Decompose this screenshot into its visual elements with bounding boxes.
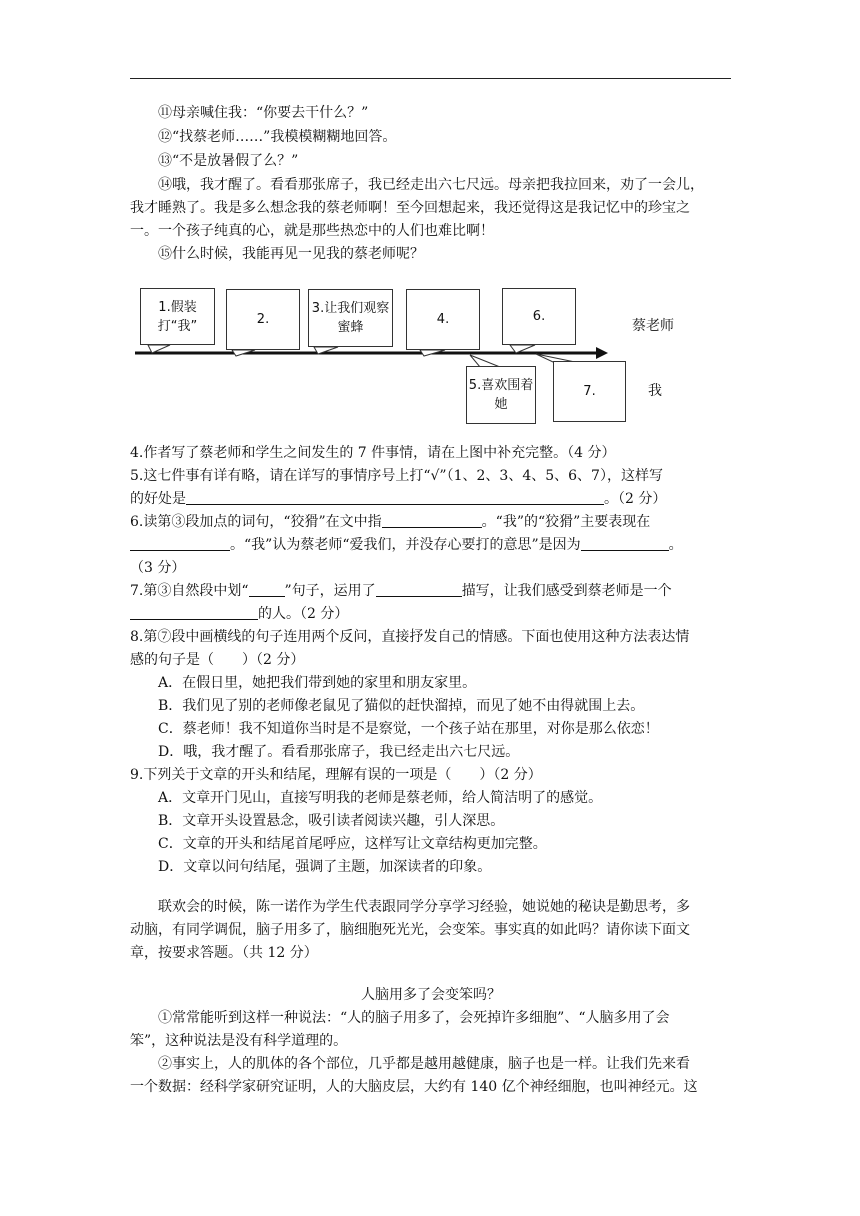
- label-teacher: 蔡老师: [632, 318, 674, 334]
- question-6-line2: [130, 535, 732, 556]
- question-6-line1: [130, 512, 732, 533]
- story-paragraph-15: ⑮什么时候，我能再见一见我的蔡老师呢？: [158, 246, 424, 262]
- answer-blank-q7-3[interactable]: [130, 605, 258, 620]
- article-title: 人脑用多了会变笨吗？: [361, 987, 501, 1003]
- question-4: 4.作者写了蔡老师和学生之间发生的 7 件事情，请在上图中补充完整。（4 分）: [130, 445, 616, 461]
- intro-line2: 动脑，有同学调侃，脑子用多了，脑细胞死光光，会变笨。事实真的如此吗？请你读下面文: [130, 922, 690, 938]
- question-8-line1: 8.第⑦段中画横线的句子连用两个反问，直接抒发自己的情感。下面也使用这种方法表达情: [130, 629, 690, 645]
- question-5-line1: 5.这七件事有详有略，请在详写的事情序号上打“√”（1、2、3、4、5、6、7），这样写: [130, 468, 663, 484]
- event-box-1: 1.假装打“我”: [140, 288, 215, 345]
- q8-option-c[interactable]: C．蔡老师！我不知道你当时是不是察觉，一个孩子站在那里，对你是那么依恋！: [158, 721, 659, 737]
- q8-option-a[interactable]: A．在假日里，她把我们带到她的家里和朋友家里。: [158, 675, 477, 691]
- answer-blank-q6-3[interactable]: [581, 536, 669, 551]
- q5-prefix: 的好处是: [130, 491, 186, 507]
- timeline-diagram: [0, 0, 860, 440]
- article-line2: 笨”，这种说法是没有科学道理的。: [130, 1033, 348, 1049]
- q6-part2: 。“我”的“狡猾”主要表现在: [481, 514, 651, 530]
- event-box-3: 3.让我们观察蜜蜂: [308, 289, 393, 347]
- q8-option-b[interactable]: B．我们见了别的老师像老鼠见了猫似的赶快溜掉，而见了她不由得就围上去。: [158, 698, 645, 714]
- intro-line1: 联欢会的时候，陈一诺作为学生代表跟同学分享学习经验，她说她的秘诀是勤思考，多: [158, 899, 690, 915]
- story-paragraph-14-line3: 一。一个孩子纯真的心，就是那些热恋中的人们也难比啊！: [130, 223, 494, 239]
- event-box-4[interactable]: 4.: [406, 289, 480, 350]
- question-6-line3: （3 分）: [130, 560, 186, 576]
- event-box-2[interactable]: 2.: [226, 289, 300, 350]
- q7-part1: 7.第③自然段中划“: [130, 583, 249, 599]
- q7-part3: 描写，让我们感受到蔡老师是一个: [461, 583, 672, 599]
- q6-part1: 6.读第③段加点的词句，“狡猾”在文中指: [130, 514, 382, 530]
- event-box-5: 5.喜欢围着她: [466, 366, 536, 424]
- answer-blank-q6-1[interactable]: [382, 513, 482, 528]
- question-5-line2: [130, 489, 732, 510]
- intro-line3: 章，按要求答题。（共 12 分）: [130, 945, 318, 961]
- event-box-7[interactable]: 7.: [553, 361, 626, 422]
- q9-option-b[interactable]: B．文章开头设置悬念，吸引读者阅读兴趣，引人深思。: [158, 813, 505, 829]
- story-paragraph-14-line1: ⑭哦，我才醒了。看看那张席子，我已经走出六七尺远。母亲把我拉回来，劝了一会儿，: [158, 177, 704, 193]
- question-9: 9.下列关于文章的开头和结尾，理解有误的一项是（ ）（2 分）: [130, 767, 542, 783]
- answer-blank-q7-1[interactable]: [249, 582, 285, 597]
- event-box-6[interactable]: 6.: [502, 288, 576, 345]
- q7-part4: 的人。（2 分）: [258, 606, 349, 622]
- q8-option-d[interactable]: D．哦，我才醒了。看看那张席子，我已经走出六七尺远。: [158, 744, 520, 760]
- q9-option-a[interactable]: A．文章开门见山，直接写明我的老师是蔡老师，给人简洁明了的感觉。: [158, 790, 603, 806]
- q9-option-c[interactable]: C．文章的开头和结尾首尾呼应，这样写让文章结构更加完整。: [158, 836, 547, 852]
- q5-suffix: 。（2 分）: [604, 491, 667, 507]
- question-7-line2: [130, 604, 732, 625]
- article-line3: ②事实上，人的肌体的各个部位，几乎都是越用越健康，脑子也是一样。让我们先来看: [158, 1056, 690, 1072]
- story-paragraph-11: ⑪母亲喊住我：“你要去干什么？”: [158, 105, 369, 121]
- q9-option-d[interactable]: D．文章以问句结尾，强调了主题，加深读者的印象。: [158, 859, 492, 875]
- timeline-arrow-head: [596, 347, 608, 359]
- q6-part4: 。: [668, 537, 683, 553]
- story-paragraph-12: ⑫“找蔡老师……”我模模糊糊地回答。: [158, 129, 397, 145]
- article-line4: 一个数据：经科学家研究证明，人的大脑皮层，大约有 140 亿个神经细胞，也叫神经元。这: [130, 1079, 698, 1095]
- story-paragraph-14-line2: 我才睡熟了。我是多么想念我的蔡老师啊！至今回想起来，我还觉得这是我记忆中的珍宝之: [130, 200, 690, 216]
- label-me: 我: [648, 383, 662, 399]
- story-paragraph-13: ⑬“不是放暑假了么？”: [158, 153, 299, 169]
- question-8-line2: 感的句子是（ ）（2 分）: [130, 652, 305, 668]
- question-7-line1: [130, 581, 732, 602]
- answer-blank-q5[interactable]: [186, 490, 604, 505]
- q6-part3: 。“我”认为蔡老师“爱我们，并没存心要打的意思”是因为: [230, 537, 581, 553]
- article-line1: ①常常能听到这样一种说法：“人的脑子用多了，会死掉许多细胞”、“人脑多用了会: [158, 1010, 670, 1026]
- answer-blank-q6-2[interactable]: [130, 536, 230, 551]
- answer-blank-q7-2[interactable]: [376, 582, 462, 597]
- q7-part2: ”句子，运用了: [284, 583, 376, 599]
